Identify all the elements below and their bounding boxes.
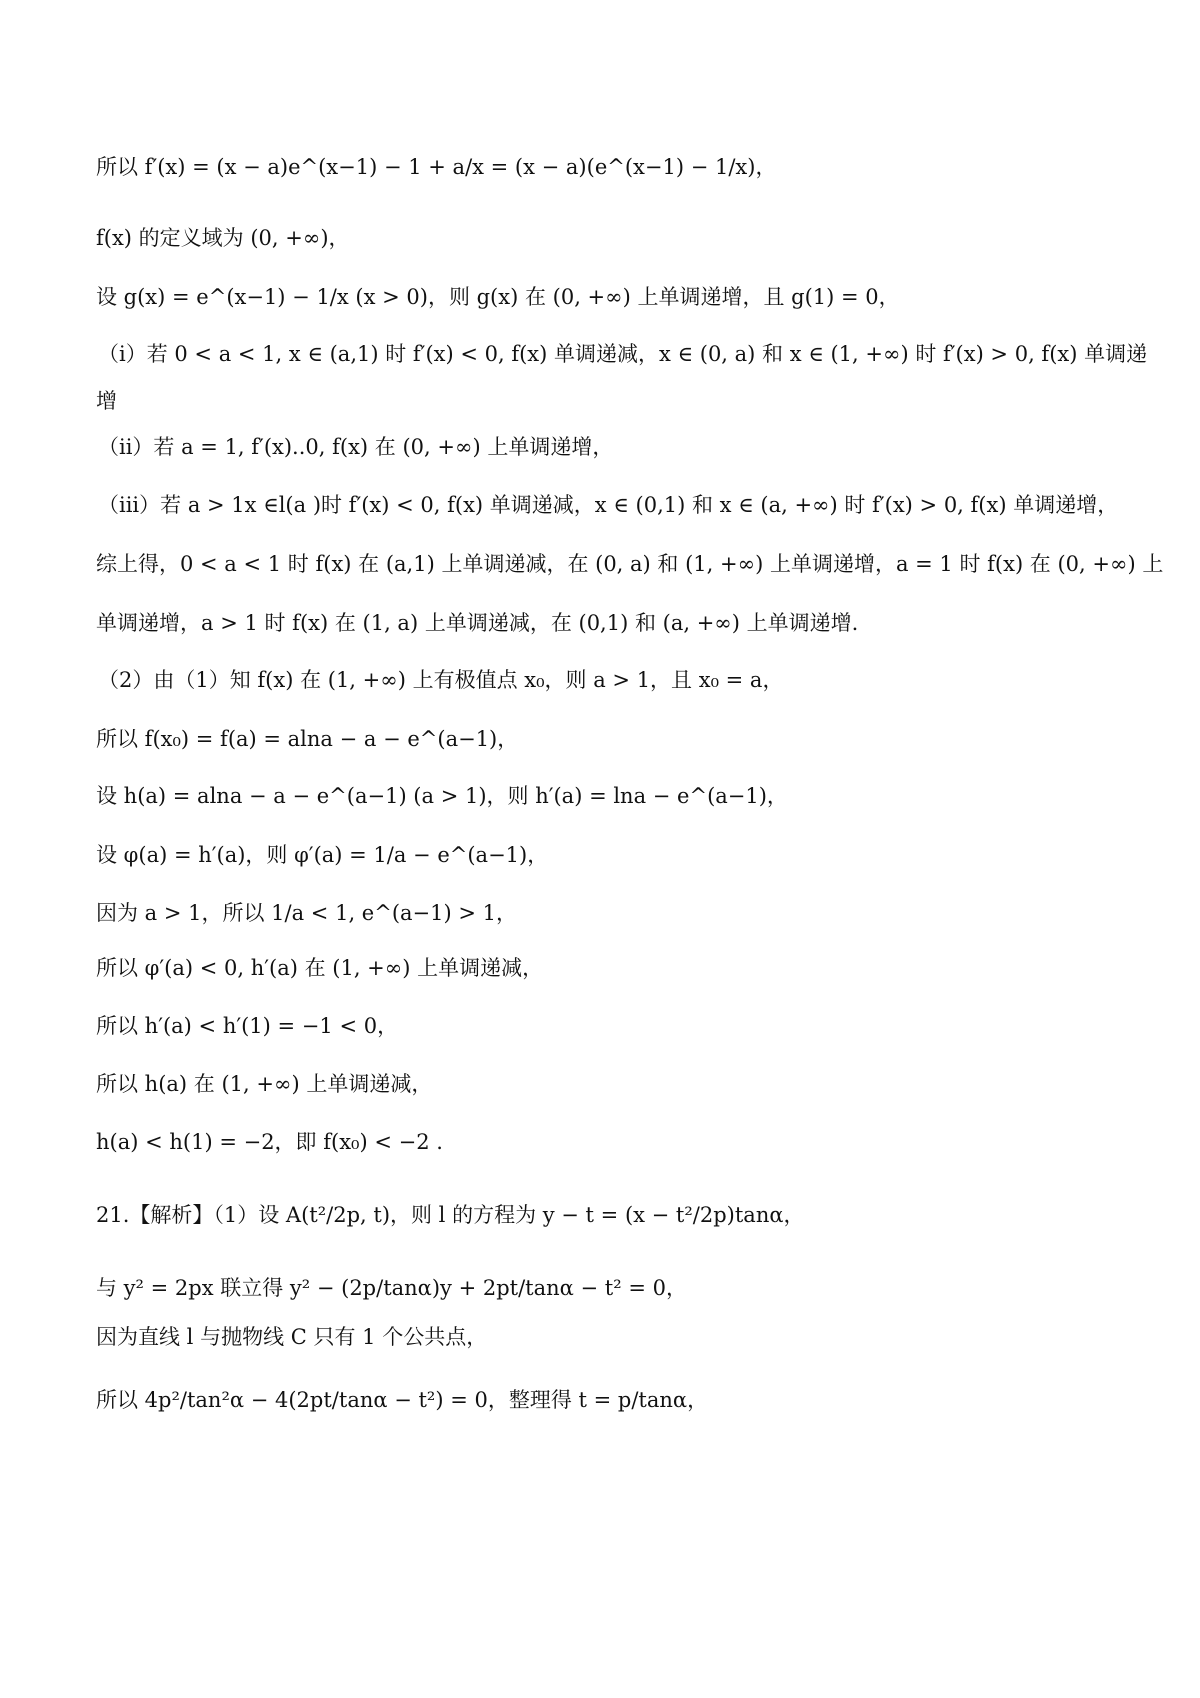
text-line: 设 h(a) = alna − a − e^(a−1) (a > 1)，则 h′(a) = lna − e^(a−1)，	[96, 784, 788, 808]
text-line: （ii）若 a = 1, f′(x)..0, f(x) 在 (0, +∞) 上单调递增，	[98, 435, 614, 459]
text-line: 与 y² = 2px 联立得 y² − (2p/tanα)y + 2pt/tanα − t² = 0，	[96, 1276, 687, 1300]
text-line: 所以 φ′(a) < 0, h′(a) 在 (1, +∞) 上单调递减，	[96, 956, 544, 980]
text-line: 21.【解析】（1）设 A(t²/2p, t)，则 l 的方程为 y − t = (x − t²/2p)tanα，	[96, 1203, 805, 1227]
text-line: （iii）若 a > 1x ∈l(a )时 f′(x) < 0, f(x) 单调递减，x ∈ (0,1) 和 x ∈ (a, +∞) 时 f′(x) > 0, f(x) 单调递增，	[98, 493, 1119, 517]
text-line: 所以 4p²/tan²α − 4(2pt/tanα − t²) = 0，整理得 t = p/tanα，	[96, 1388, 709, 1412]
text-line: 所以 h(a) 在 (1, +∞) 上单调递减，	[96, 1072, 433, 1096]
text-line: f(x) 的定义域为 (0, +∞)，	[96, 226, 350, 250]
text-line: 单调递增，a > 1 时 f(x) 在 (1, a) 上单调递减，在 (0,1) 和 (a, +∞) 上单调递增.	[96, 611, 859, 635]
text-line: 因为 a > 1，所以 1/a < 1, e^(a−1) > 1，	[96, 901, 517, 925]
text-line: 增	[96, 389, 117, 413]
text-line: （i）若 0 < a < 1, x ∈ (a,1) 时 f′(x) < 0, f(x) 单调递减，x ∈ (0, a) 和 x ∈ (1, +∞) 时 f′(x) > 0, f(x) 单调递	[98, 342, 1148, 366]
text-line: 综上得，0 < a < 1 时 f(x) 在 (a,1) 上单调递减，在 (0, a) 和 (1, +∞) 上单调递增，a = 1 时 f(x) 在 (0, +∞) 上	[96, 552, 1164, 576]
text-line: 因为直线 l 与抛物线 C 只有 1 个公共点，	[96, 1325, 488, 1349]
text-line: （2）由（1）知 f(x) 在 (1, +∞) 上有极值点 x₀，则 a > 1，且 x₀ = a，	[98, 668, 784, 692]
text-line: 所以 h′(a) < h′(1) = −1 < 0，	[96, 1014, 399, 1038]
text-line: 所以 f(x₀) = f(a) = alna − a − e^(a−1)，	[96, 727, 519, 751]
text-line: 设 φ(a) = h′(a)，则 φ′(a) = 1/a − e^(a−1)，	[96, 843, 549, 867]
text-line: 所以 f′(x) = (x − a)e^(x−1) − 1 + a/x = (x − a)(e^(x−1) − 1/x)，	[96, 155, 777, 179]
text-line: 设 g(x) = e^(x−1) − 1/x (x > 0)，则 g(x) 在 (0, +∞) 上单调递增，且 g(1) = 0，	[96, 285, 900, 309]
text-line: h(a) < h(1) = −2，即 f(x₀) < −2 .	[96, 1130, 443, 1154]
